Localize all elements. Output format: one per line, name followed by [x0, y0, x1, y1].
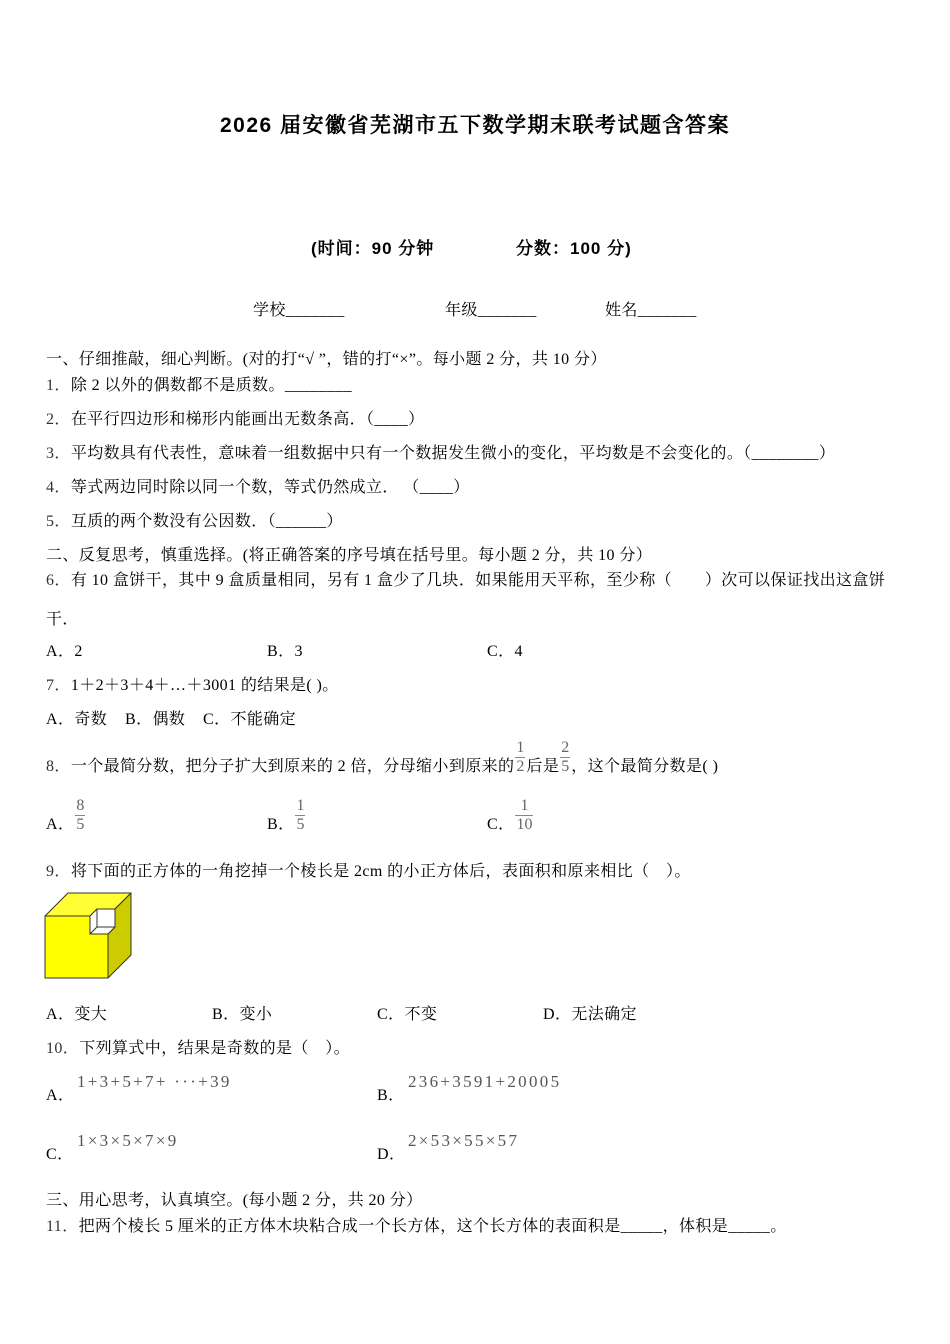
option-label: B． — [267, 643, 295, 660]
fraction-denominator: 5 — [561, 758, 570, 775]
q9-option-a — [46, 1005, 107, 1025]
q8-option-a — [46, 797, 86, 835]
option-fraction — [75, 797, 85, 834]
q8-option-b — [267, 797, 306, 835]
option-label: B． — [212, 1006, 240, 1023]
option-label: C． — [377, 1006, 405, 1023]
question-text-after: ，这个最简分数是( ) — [571, 758, 719, 775]
question-text-mid: 后是 — [526, 758, 560, 775]
option-value: 变大 — [74, 1006, 108, 1023]
option-label: C． — [203, 711, 231, 728]
option-value: 不能确定 — [230, 711, 297, 728]
option-label: C． — [487, 643, 515, 660]
question-number: 6． — [46, 572, 71, 589]
question-text: 在平行四边形和梯形内能画出无数条高．（____） — [70, 411, 425, 428]
exam-score-label: 分数：100 分) — [516, 239, 632, 258]
q8-option-c — [487, 797, 534, 835]
option-value: 无法确定 — [571, 1006, 637, 1023]
question-text: 有 10 盒饼干，其中 9 盒质量相同，另有 1 盒少了几块．如果能用天平称，至少称（ ）次可以保证找出这盒饼 — [70, 572, 886, 589]
question-text: 下列算式中，结果是奇数的是（ ）。 — [79, 1040, 351, 1057]
question-text: 平均数具有代表性，意味着一组数据中只有一个数据发生微小的变化，平均数是不会变化的。（________） — [70, 445, 836, 462]
q10-option-d-label: D． — [377, 1146, 406, 1163]
q6-option-c — [487, 642, 523, 662]
option-value: 奇数 — [74, 711, 108, 728]
option-label: A． — [46, 643, 75, 660]
question-6-line-1 — [46, 571, 885, 591]
fraction-one-half — [515, 739, 525, 776]
grade-field: 年级_______ — [445, 302, 537, 319]
notch-back-face — [97, 909, 115, 927]
question-number: 3． — [46, 445, 71, 462]
fraction-numerator: 1 — [516, 739, 525, 756]
option-value: 不变 — [404, 1006, 438, 1023]
q7-option-a — [46, 710, 107, 730]
option-value: 3 — [294, 643, 303, 660]
q6-option-b — [267, 642, 303, 662]
question-8 — [46, 739, 718, 777]
school-field: 学校_______ — [253, 302, 345, 319]
question-text: 把两个棱长 5 厘米的正方体木块粘合成一个长方体，这个长方体的表面积是_____，体积是_____。 — [78, 1218, 787, 1235]
q10-option-a-label: A． — [46, 1087, 75, 1104]
option-value: 4 — [514, 643, 523, 660]
option-label: A． — [46, 1006, 75, 1023]
option-fraction — [515, 797, 533, 834]
fraction-denominator: 10 — [516, 816, 533, 833]
question-number: 10． — [46, 1040, 80, 1057]
question-number: 9． — [46, 863, 71, 880]
option-label: B． — [267, 816, 295, 833]
option-label: C． — [487, 816, 515, 833]
document-title: 2026 届安徽省芜湖市五下数学期末联考试题含答案 — [219, 114, 731, 137]
fraction-numerator: 2 — [561, 739, 570, 756]
question-text: 等式两边同时除以同一个数，等式仍然成立． （____） — [70, 479, 470, 496]
question-number: 2． — [46, 411, 71, 428]
question-number: 8． — [46, 758, 71, 775]
fraction-numerator: 1 — [296, 797, 305, 814]
option-fraction — [295, 797, 305, 834]
option-value: 偶数 — [152, 711, 186, 728]
q10-option-c-label: C． — [46, 1146, 74, 1163]
question-number: 4． — [46, 479, 71, 496]
question-10 — [46, 1039, 350, 1059]
q9-option-c — [377, 1005, 437, 1025]
question-5 — [46, 512, 343, 532]
name-field: 姓名_______ — [605, 302, 697, 319]
fraction-two-fifths — [560, 739, 570, 776]
question-number: 11． — [46, 1218, 79, 1235]
option-value: 变小 — [239, 1006, 273, 1023]
question-text: 1＋2＋3＋4＋…＋3001 的结果是( )。 — [70, 677, 339, 694]
fraction-numerator: 8 — [76, 797, 85, 814]
question-3 — [46, 444, 835, 464]
q6-option-a — [46, 642, 83, 662]
question-6-line-2: 干． — [46, 611, 79, 628]
q7-option-b — [125, 710, 185, 730]
question-2 — [46, 410, 424, 430]
question-number: 1． — [46, 377, 71, 394]
fraction-denominator: 5 — [76, 816, 85, 833]
q10-option-a-formula: 1+3+5+7+ ···+39 — [77, 1072, 232, 1091]
question-number: 5． — [46, 513, 71, 530]
q10-option-c-formula: 1×3×5×7×9 — [77, 1131, 179, 1150]
exam-time-label: (时间：90 分钟 — [311, 239, 435, 258]
q7-option-c — [203, 710, 296, 730]
question-number: 7． — [46, 677, 71, 694]
fraction-denominator: 5 — [296, 816, 305, 833]
section-2-header: 二、反复思考，慎重选择。(将正确答案的序号填在括号里。每小题 2 分，共 10 分） — [46, 547, 653, 564]
option-label: D． — [543, 1006, 572, 1023]
fraction-denominator: 2 — [516, 758, 525, 775]
cube-figure — [44, 892, 133, 980]
question-text-before: 一个最简分数，把分子扩大到原来的 2 倍，分母缩小到原来的 — [70, 758, 515, 775]
q10-option-d-formula: 2×53×55×57 — [408, 1131, 520, 1150]
section-3-header: 三、用心思考，认真填空。(每小题 2 分，共 20 分） — [46, 1192, 423, 1209]
option-label: A． — [46, 816, 75, 833]
question-7 — [46, 676, 339, 696]
question-9 — [46, 862, 691, 882]
option-value: 2 — [74, 643, 83, 660]
q9-option-d — [543, 1005, 637, 1025]
section-1-header: 一、仔细推敲，细心判断。(对的打“√ ”，错的打“×”。每小题 2 分，共 10 分） — [46, 351, 607, 368]
option-label: A． — [46, 711, 75, 728]
question-11 — [46, 1217, 787, 1237]
q10-option-b-formula: 236+3591+20005 — [408, 1072, 562, 1091]
question-text: 互质的两个数没有公因数．（______） — [70, 513, 343, 530]
question-text: 除 2 以外的偶数都不是质数。________ — [70, 377, 353, 394]
question-1 — [46, 376, 352, 396]
q10-option-b-label: B． — [377, 1087, 405, 1104]
question-text: 将下面的正方体的一角挖掉一个棱长是 2cm 的小正方体后，表面积和原来相比（ ）。 — [70, 863, 691, 880]
option-label: B． — [125, 711, 153, 728]
q9-option-b — [212, 1005, 272, 1025]
question-4 — [46, 478, 470, 498]
fraction-numerator: 1 — [515, 797, 533, 816]
